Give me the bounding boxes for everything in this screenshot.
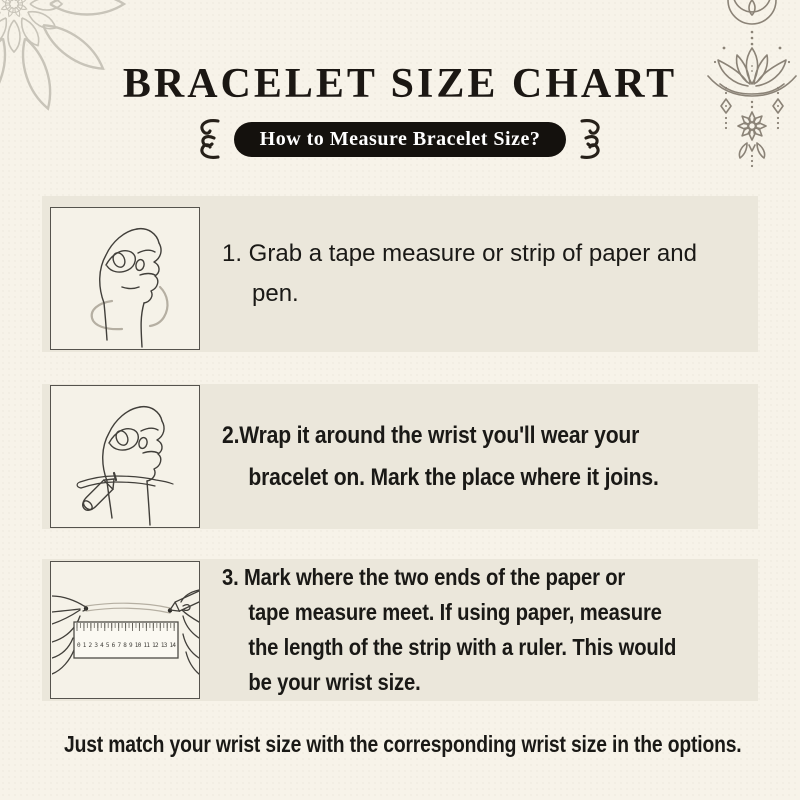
step3-line1: 3. Mark where the two ends of the paper or bbox=[222, 564, 626, 590]
strip-and-ruler-drawing bbox=[52, 562, 199, 698]
step3-line4: be your wrist size. bbox=[248, 669, 421, 695]
footer-note: Just match your wrist size with the corresponding wrist size in the options. bbox=[64, 731, 742, 757]
step2-text bbox=[222, 415, 659, 499]
step1-illustration bbox=[50, 207, 200, 350]
subtitle-badge: How to Measure Bracelet Size? bbox=[234, 122, 567, 157]
step3-illustration bbox=[50, 561, 200, 699]
fist-with-wrist-circle-drawing bbox=[52, 209, 199, 349]
step-row-1 bbox=[42, 196, 758, 352]
step3-line2: tape measure meet. If using paper, measure bbox=[248, 599, 662, 625]
step1-line1: 1. Grab a tape measure or strip of paper and bbox=[222, 240, 697, 267]
step1-line2: pen. bbox=[252, 280, 299, 307]
step3-line3: the length of the strip with a ruler. This would bbox=[248, 634, 677, 660]
step2-illustration bbox=[50, 385, 200, 528]
step2-line1: 2.Wrap it around the wrist you'll wear your bbox=[222, 421, 640, 449]
step-row-2 bbox=[42, 384, 758, 529]
subtitle-row bbox=[0, 116, 800, 162]
step3-text bbox=[222, 560, 676, 700]
flourish-right-icon bbox=[578, 116, 610, 162]
step-row-3 bbox=[42, 559, 758, 701]
ruler-numbers: 0 1 2 3 4 5 6 7 8 9 10 11 12 13 14 bbox=[76, 642, 176, 649]
page-title: BRACELET SIZE CHART bbox=[122, 61, 678, 107]
step1-text bbox=[222, 234, 697, 314]
wrist-wrap-with-pen-drawing bbox=[52, 387, 199, 527]
flourish-left-icon bbox=[190, 116, 222, 162]
step2-line2: bracelet on. Mark the place where it joins. bbox=[248, 463, 659, 491]
